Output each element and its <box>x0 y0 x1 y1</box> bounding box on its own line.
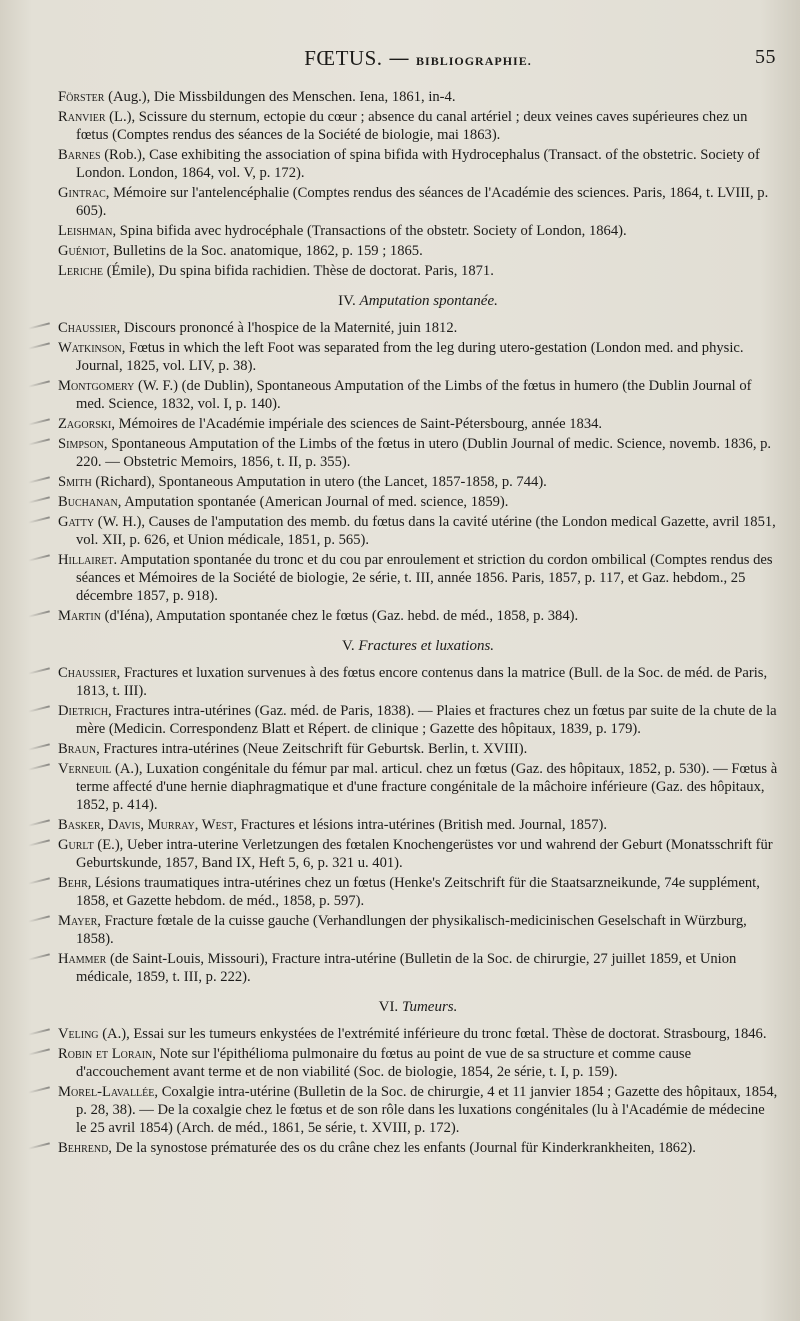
entry-text: Fracture fœtale de la cuisse gauche (Verhandlungen der physikalisch-medicinischen Geselschaft in Würzburg, 1858). <box>76 913 747 947</box>
section-heading <box>58 638 778 655</box>
bibliography-entry <box>58 319 778 337</box>
bibliography-entry <box>58 184 778 220</box>
pencil-mark <box>28 438 50 445</box>
bibliography-entry <box>58 222 778 240</box>
entry-text: (W. H.), Causes de l'amputation des memb. du fœtus dans la cavité utérine (the London medical Gazette, avril 1851, vol. XII, p. 626, et Union médicale, 1851, p. 565). <box>76 514 776 548</box>
entry-text: Amputation spontanée (American Journal of med. science, 1859). <box>124 494 509 510</box>
entry-author: Behrend, <box>58 1140 112 1156</box>
entry-author: Behr, <box>58 875 92 891</box>
entry-text: Fractures et luxation survenues à des fœtus encore contenus dans la matrice (Bull. de la Soc. de méd. de Paris, 1813, t. III). <box>76 665 768 699</box>
section-title: Amputation spontanée. <box>359 293 498 309</box>
entry-author: Ranvier <box>58 109 106 125</box>
entry-text: Discours prononcé à l'hospice de la Maternité, juin 1812. <box>123 320 458 336</box>
pencil-mark <box>28 839 50 846</box>
bibliography-entry <box>58 146 778 182</box>
pencil-mark <box>28 554 50 561</box>
entry-text: Fractures et lésions intra-utérines (British med. Journal, 1857). <box>240 817 608 833</box>
pencil-mark <box>28 743 50 750</box>
bibliography-entry <box>58 740 778 758</box>
entry-text: Lésions traumatiques intra-utérines chez un fœtus (Henke's Zeitschrift für die Staatsarzneikunde, 74e supplément, 1858, et Gazette hebdom. de méd., 1858, p. 597). <box>76 875 760 909</box>
entry-text: Spontaneous Amputation of the Limbs of the fœtus in utero (Dublin Journal of medic. Science, novemb. 1836, p. 220. — Obstetric Memoirs, 1856, t. II, p. 355). <box>76 436 772 470</box>
bibliography-entry <box>58 607 778 625</box>
entry-author: Zagorski, <box>58 416 116 432</box>
pencil-mark <box>28 953 50 960</box>
pencil-mark <box>28 1142 50 1149</box>
pencil-mark <box>28 1086 50 1093</box>
bibliography-entry <box>58 339 778 375</box>
entry-author: Hillairet. <box>58 552 118 568</box>
header-dash: — <box>388 46 411 70</box>
entry-author: Morel-Lavallée, <box>58 1084 159 1100</box>
bibliography-entry <box>58 262 778 280</box>
entry-author: Mayer, <box>58 913 101 929</box>
bibliography-entry <box>58 1045 778 1081</box>
entry-text: (A.), Essai sur les tumeurs enkystées de l'extrémité inférieure du tronc fœtal. Thèse de doctorat. Strasbourg, 1846. <box>102 1026 767 1042</box>
bibliography-entry <box>58 513 778 549</box>
entry-author: Veling <box>58 1026 99 1042</box>
bibliography-entry <box>58 874 778 910</box>
entry-text: Fractures intra-utérines (Gaz. méd. de Paris, 1838). — Plaies et fractures chez un fœtus par suite de la chute de la mère (Medicin. Correspondenz Blatt et Répert. de clinique ; Gazette des hôpitaux, 1839, p. 179). <box>76 703 777 737</box>
bibliography <box>58 88 778 1157</box>
entry-text: Spina bifida avec hydrocéphale (Transactions of the obstetr. Society of London, 1864). <box>119 223 627 239</box>
bibliography-entry <box>58 377 778 413</box>
entry-author: Verneuil <box>58 761 112 777</box>
entry-text: (W. F.) (de Dublin), Spontaneous Amputation of the Limbs of the fœtus in humero (the Dublin Journal of med. Science, 1832, vol. I, p. 140). <box>76 378 752 412</box>
bibliography-entry <box>58 1025 778 1043</box>
bibliography-entry <box>58 664 778 700</box>
entry-author: Dietrich, <box>58 703 112 719</box>
section-number: VI. <box>378 999 402 1015</box>
running-subtitle: BIBLIOGRAPHIE. <box>416 54 532 68</box>
pencil-mark <box>28 667 50 674</box>
bibliography-entry <box>58 760 778 814</box>
entry-text: Mémoire sur l'antelencéphalie (Comptes rendus des séances de l'Académie des sciences. Paris, 1864, t. LVIII, p. 605). <box>76 185 769 219</box>
pencil-mark <box>28 610 50 617</box>
pencil-mark <box>28 418 50 425</box>
entry-author: Leriche <box>58 263 104 279</box>
entry-author: Smith <box>58 474 92 490</box>
entry-author: Gurlt <box>58 837 94 853</box>
entry-author: Guéniot, <box>58 243 110 259</box>
pencil-mark <box>28 763 50 770</box>
pencil-mark <box>28 819 50 826</box>
section-number: V. <box>341 638 359 654</box>
bibliography-entry <box>58 1139 778 1157</box>
entry-text: Bulletins de la Soc. anatomique, 1862, p. 159 ; 1865. <box>113 243 423 259</box>
bibliography-entry <box>58 551 778 605</box>
bibliography-entry <box>58 912 778 948</box>
entry-text: (de Saint-Louis, Missouri), Fracture intra-utérine (Bulletin de la Soc. de chirurgie, 27 juillet 1859, et Union médicale, 1859, t. III, p. 222). <box>76 951 737 985</box>
section-title: Fractures et luxations. <box>358 638 495 654</box>
entry-author: Gatty <box>58 514 95 530</box>
pencil-mark <box>28 516 50 523</box>
section-heading <box>58 999 778 1016</box>
entry-text: (E.), Ueber intra-uterine Verletzungen des fœtalen Knochengerüstes vor und wahrend der Geburt (Monatsschrift für Geburtskunde, 1857, Band IX, Heft 5, 6, p. 321 u. 401). <box>76 837 773 871</box>
bibliography-entry <box>58 950 778 986</box>
entry-text: Coxalgie intra-utérine (Bulletin de la Soc. de chirurgie, 4 et 11 janvier 1854 ; Gazette des hôpitaux, 1854, p. 28, 38). — De la coxalgie chez le fœtus et de son rôle dans les luxations congénitales (lu à l'Académie de médecine le 25 avril 1854) (Arch. de méd., 1861, 5e série, t. XVIII, p. 172). <box>76 1084 778 1136</box>
entry-text: Fractures intra-utérines (Neue Zeitschrift für Geburtsk. Berlin, t. XVIII). <box>103 741 528 757</box>
entry-author: Simpson, <box>58 436 108 452</box>
bibliography-entry <box>58 88 778 106</box>
section-title: Tumeurs. <box>401 999 458 1015</box>
entry-author: Leishman, <box>58 223 117 239</box>
entry-text: Note sur l'épithélioma pulmonaire du fœtus au point de vue de sa structure et comme cause d'accouchement avant terme et de non viabilité (Soc. de biologie, 1854, 2e série, t. I, p. 159). <box>76 1046 692 1080</box>
pencil-mark <box>28 322 50 329</box>
pencil-mark <box>28 1048 50 1055</box>
pencil-mark <box>28 496 50 503</box>
bibliography-entry <box>58 836 778 872</box>
entry-author: Barnes <box>58 147 101 163</box>
pencil-mark <box>28 476 50 483</box>
running-title: FŒTUS. <box>304 46 383 70</box>
entry-text: Amputation spontanée du tronc et du cou par enroulement et striction du cordon ombilical (Comptes rendus des séances et Mémoires de la Société de biologie, 2e série, t. III, année 1856. Paris, 1857, p. 117, et Gaz. hebdom., 25 décembre 1857, p. 918). <box>76 552 773 604</box>
entry-author: Gintrac, <box>58 185 110 201</box>
bibliography-entry <box>58 108 778 144</box>
entry-author: Buchanan, <box>58 494 122 510</box>
bibliography-entry <box>58 1083 778 1137</box>
entry-text: (Aug.), Die Missbildungen des Menschen. Iena, 1861, in-4. <box>108 89 456 105</box>
entry-text: (d'Iéna), Amputation spontanée chez le fœtus (Gaz. hebd. de méd., 1858, p. 384). <box>104 608 579 624</box>
entry-author: Hammer <box>58 951 107 967</box>
bibliography-entry <box>58 415 778 433</box>
entry-text: (Émile), Du spina bifida rachidien. Thèse de doctorat. Paris, 1871. <box>106 263 494 279</box>
entry-text: (Rob.), Case exhibiting the association of spina bifida with Hydrocephalus (Transact. of the obstetric. Society of London. London, 1864, vol. V, p. 172). <box>76 147 760 181</box>
entry-text: (Richard), Spontaneous Amputation in utero (the Lancet, 1857-1858, p. 744). <box>95 474 547 490</box>
entry-text: (A.), Luxation congénitale du fémur par mal. articul. chez un fœtus (Gaz. des hôpitaux, 1852, p. 530). — Fœtus à terme affecté d'une hernie diaphragmatique et d'une fracture congénitale de la mâchoire inférieure (Gaz. des hôpitaux, 1852, p. 414). <box>76 761 778 813</box>
pencil-mark <box>28 342 50 349</box>
pencil-mark <box>28 705 50 712</box>
entry-author: Montgomery <box>58 378 135 394</box>
entry-text: De la synostose prématurée des os du crâne chez les enfants (Journal für Kinderkrankheiten, 1862). <box>115 1140 696 1156</box>
entry-author: Chaussier, <box>58 665 121 681</box>
bibliography-entry <box>58 816 778 834</box>
entry-author: Braun, <box>58 741 100 757</box>
entry-author: Chaussier, <box>58 320 121 336</box>
bibliography-entry <box>58 242 778 260</box>
entry-text: Fœtus in which the left Foot was separated from the leg during utero-gestation (London med. and physic. Journal, 1825, vol. LIV, p. 38). <box>76 340 744 374</box>
entry-author: Robin et Lorain, <box>58 1046 156 1062</box>
entry-author: Watkinson, <box>58 340 126 356</box>
bibliography-entry <box>58 473 778 491</box>
section-number: IV. <box>338 293 360 309</box>
bibliography-entry <box>58 493 778 511</box>
entry-text: (L.), Scissure du sternum, ectopie du cœur ; absence du canal artériel ; deux veines caves supérieures chez un fœtus (Comptes rendus des séances de la Société de biologie, mai 1863). <box>76 109 748 143</box>
page-number: 55 <box>755 46 776 68</box>
entry-author: Basker, Davis, Murray, West, <box>58 817 237 833</box>
pencil-mark <box>28 877 50 884</box>
pencil-mark <box>28 1028 50 1035</box>
entry-text: Mémoires de l'Académie impériale des sciences de Saint-Pétersbourg, année 1834. <box>118 416 603 432</box>
pencil-mark <box>28 915 50 922</box>
running-header <box>58 46 778 76</box>
bibliography-entry <box>58 435 778 471</box>
entry-author: Förster <box>58 89 105 105</box>
pencil-mark <box>28 380 50 387</box>
entry-author: Martin <box>58 608 101 624</box>
bibliography-entry <box>58 702 778 738</box>
section-heading <box>58 293 778 310</box>
